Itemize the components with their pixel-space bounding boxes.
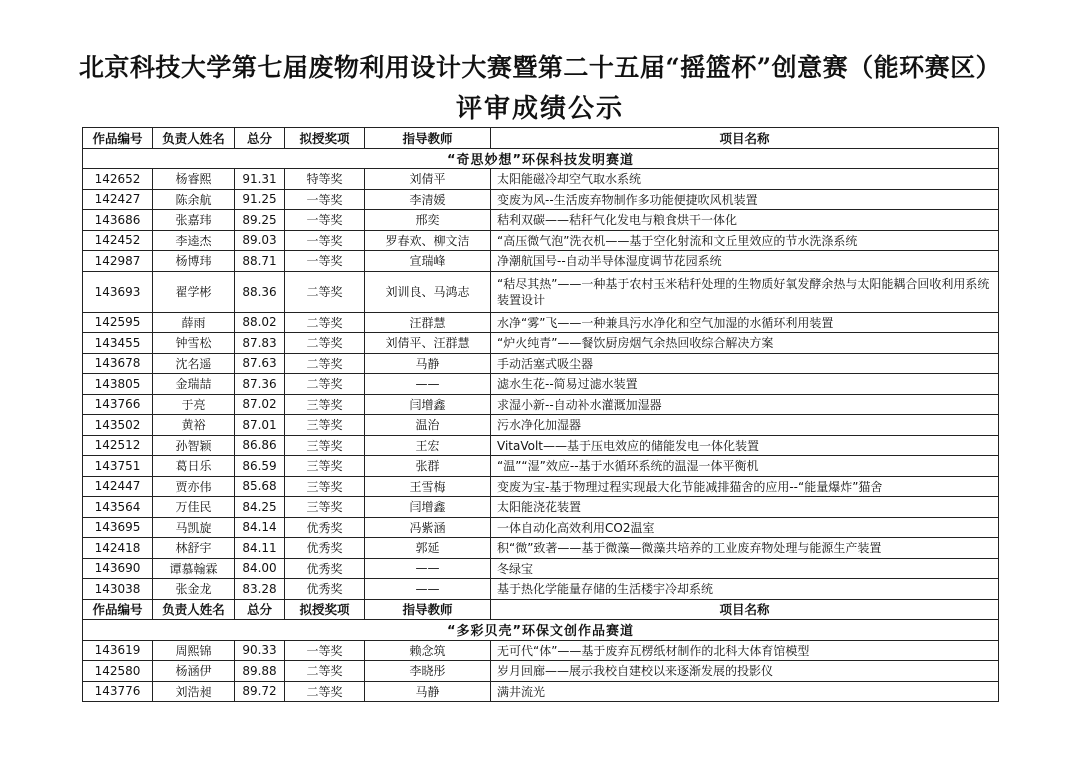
cell-advisor: —— xyxy=(365,374,491,395)
table-row xyxy=(83,374,999,395)
table-row xyxy=(83,333,999,354)
cell-score: 83.28 xyxy=(235,579,285,600)
cell-advisor: 郭延 xyxy=(365,538,491,559)
cell-advisor: 温治 xyxy=(365,415,491,436)
cell-id: 142512 xyxy=(83,435,153,456)
cell-award: 一等奖 xyxy=(285,251,365,272)
cell-advisor: 李清媛 xyxy=(365,189,491,210)
cell-leader: 杨博玮 xyxy=(153,251,235,272)
cell-project: 一体自动化高效利用CO2温室 xyxy=(491,517,999,538)
cell-id: 143805 xyxy=(83,374,153,395)
table-row xyxy=(83,640,999,661)
cell-advisor: 冯紫涵 xyxy=(365,517,491,538)
cell-leader: 金瑞喆 xyxy=(153,374,235,395)
cell-score: 89.72 xyxy=(235,681,285,702)
cell-project: 岁月回廊——展示我校自建校以来逐渐发展的投影仪 xyxy=(491,661,999,682)
cell-leader: 沈名遥 xyxy=(153,353,235,374)
column-header: 项目名称 xyxy=(491,599,999,620)
cell-award: 特等奖 xyxy=(285,169,365,190)
cell-score: 88.36 xyxy=(235,271,285,312)
table-row xyxy=(83,517,999,538)
cell-project: 太阳能磁冷却空气取水系统 xyxy=(491,169,999,190)
cell-project: 净潮航国号--自动半导体湿度调节花园系统 xyxy=(491,251,999,272)
cell-leader: 万佳民 xyxy=(153,497,235,518)
cell-score: 89.03 xyxy=(235,230,285,251)
cell-id: 143686 xyxy=(83,210,153,231)
cell-project: 变废为宝-基于物理过程实现最大化节能减排猫舍的应用--“能量爆炸”猫舍 xyxy=(491,476,999,497)
cell-score: 84.14 xyxy=(235,517,285,538)
cell-score: 87.02 xyxy=(235,394,285,415)
cell-score: 87.01 xyxy=(235,415,285,436)
results-table xyxy=(82,127,999,702)
table-row xyxy=(83,210,999,231)
column-header: 作品编号 xyxy=(83,128,153,149)
cell-score: 84.25 xyxy=(235,497,285,518)
cell-advisor: 罗春欢、柳文洁 xyxy=(365,230,491,251)
cell-score: 87.83 xyxy=(235,333,285,354)
cell-leader: 黄裕 xyxy=(153,415,235,436)
cell-project: 积“微”致著——基于微藻—微藻共培养的工业废弃物处理与能源生产装置 xyxy=(491,538,999,559)
cell-score: 86.59 xyxy=(235,456,285,477)
cell-leader: 于亮 xyxy=(153,394,235,415)
cell-id: 143038 xyxy=(83,579,153,600)
table-row xyxy=(83,251,999,272)
table-row xyxy=(83,538,999,559)
cell-award: 三等奖 xyxy=(285,394,365,415)
cell-award: 二等奖 xyxy=(285,374,365,395)
cell-id: 143564 xyxy=(83,497,153,518)
cell-advisor: 闫增鑫 xyxy=(365,394,491,415)
column-header: 拟授奖项 xyxy=(285,128,365,149)
cell-score: 88.02 xyxy=(235,312,285,333)
cell-leader: 钟雪松 xyxy=(153,333,235,354)
cell-leader: 贾亦伟 xyxy=(153,476,235,497)
cell-score: 91.31 xyxy=(235,169,285,190)
cell-award: 三等奖 xyxy=(285,456,365,477)
cell-project: 手动活塞式吸尘器 xyxy=(491,353,999,374)
table-header-row xyxy=(83,128,999,149)
cell-id: 142447 xyxy=(83,476,153,497)
cell-id: 142452 xyxy=(83,230,153,251)
cell-project: 基于热化学能量存储的生活楼宇冷却系统 xyxy=(491,579,999,600)
cell-project: 污水净化加湿器 xyxy=(491,415,999,436)
cell-id: 143502 xyxy=(83,415,153,436)
table-row xyxy=(83,661,999,682)
cell-advisor: 马静 xyxy=(365,681,491,702)
cell-score: 87.63 xyxy=(235,353,285,374)
cell-id: 142427 xyxy=(83,189,153,210)
cell-award: 三等奖 xyxy=(285,476,365,497)
cell-leader: 葛日乐 xyxy=(153,456,235,477)
cell-project: 太阳能浇花装置 xyxy=(491,497,999,518)
cell-id: 143751 xyxy=(83,456,153,477)
column-header: 负责人姓名 xyxy=(153,599,235,620)
cell-award: 优秀奖 xyxy=(285,538,365,559)
cell-award: 二等奖 xyxy=(285,681,365,702)
column-header: 指导教师 xyxy=(365,599,491,620)
cell-leader: 马凯旋 xyxy=(153,517,235,538)
column-header: 总分 xyxy=(235,599,285,620)
cell-project: 冬绿宝 xyxy=(491,558,999,579)
table-row xyxy=(83,415,999,436)
cell-project: “秸尽其热”——一种基于农村玉米秸秆处理的生物质好氧发酵余热与太阳能耦合回收利用系统装置设计 xyxy=(491,271,999,312)
cell-id: 143693 xyxy=(83,271,153,312)
document-title: 北京科技大学第七届废物利用设计大赛暨第二十五届“摇篮杯”创意赛（能环赛区） xyxy=(78,53,1002,82)
cell-advisor: —— xyxy=(365,558,491,579)
cell-advisor: 闫增鑫 xyxy=(365,497,491,518)
cell-project: 无可代“体”——基于废弃瓦楞纸材制作的北科大体育馆模型 xyxy=(491,640,999,661)
cell-advisor: —— xyxy=(365,579,491,600)
table-row xyxy=(83,394,999,415)
cell-leader: 翟学彬 xyxy=(153,271,235,312)
cell-award: 一等奖 xyxy=(285,640,365,661)
column-header: 总分 xyxy=(235,128,285,149)
column-header: 拟授奖项 xyxy=(285,599,365,620)
cell-advisor: 邢奕 xyxy=(365,210,491,231)
cell-award: 二等奖 xyxy=(285,333,365,354)
cell-award: 优秀奖 xyxy=(285,517,365,538)
table-row xyxy=(83,312,999,333)
table-row xyxy=(83,189,999,210)
cell-id: 142418 xyxy=(83,538,153,559)
cell-award: 二等奖 xyxy=(285,271,365,312)
cell-leader: 周熙锦 xyxy=(153,640,235,661)
cell-id: 142652 xyxy=(83,169,153,190)
cell-leader: 薛雨 xyxy=(153,312,235,333)
cell-project: 求湿小新--自动补水灌溉加湿器 xyxy=(491,394,999,415)
cell-project: “高压微气泡”洗衣机——基于空化射流和文丘里效应的节水洗涤系统 xyxy=(491,230,999,251)
cell-award: 三等奖 xyxy=(285,497,365,518)
table-row xyxy=(83,169,999,190)
cell-award: 优秀奖 xyxy=(285,579,365,600)
cell-id: 143455 xyxy=(83,333,153,354)
cell-project: 水净“雾”飞——一种兼具污水净化和空气加湿的水循环利用装置 xyxy=(491,312,999,333)
cell-award: 二等奖 xyxy=(285,312,365,333)
cell-score: 85.68 xyxy=(235,476,285,497)
cell-id: 142595 xyxy=(83,312,153,333)
cell-advisor: 李晓彤 xyxy=(365,661,491,682)
cell-advisor: 王宏 xyxy=(365,435,491,456)
column-header: 指导教师 xyxy=(365,128,491,149)
cell-award: 二等奖 xyxy=(285,353,365,374)
table-row xyxy=(83,497,999,518)
table-row xyxy=(83,353,999,374)
cell-advisor: 张群 xyxy=(365,456,491,477)
cell-award: 三等奖 xyxy=(285,435,365,456)
cell-award: 一等奖 xyxy=(285,189,365,210)
table-row xyxy=(83,579,999,600)
cell-leader: 谭慕翰霖 xyxy=(153,558,235,579)
cell-score: 91.25 xyxy=(235,189,285,210)
table-row xyxy=(83,476,999,497)
cell-project: VitaVolt——基于压电效应的储能发电一体化装置 xyxy=(491,435,999,456)
cell-advisor: 宣瑞峰 xyxy=(365,251,491,272)
cell-score: 89.25 xyxy=(235,210,285,231)
column-header: 项目名称 xyxy=(491,128,999,149)
section-title: “多彩贝壳”环保文创作品赛道 xyxy=(83,620,999,641)
table-row xyxy=(83,681,999,702)
cell-project: 秸利双碳——秸秆气化发电与粮食烘干一体化 xyxy=(491,210,999,231)
table-row xyxy=(83,230,999,251)
cell-id: 143766 xyxy=(83,394,153,415)
cell-project: 满井流光 xyxy=(491,681,999,702)
cell-project: “炉火纯青”——餐饮厨房烟气余热回收综合解决方案 xyxy=(491,333,999,354)
cell-leader: 杨涵伊 xyxy=(153,661,235,682)
cell-score: 86.86 xyxy=(235,435,285,456)
cell-advisor: 汪群慧 xyxy=(365,312,491,333)
cell-advisor: 刘倩平 xyxy=(365,169,491,190)
cell-score: 87.36 xyxy=(235,374,285,395)
cell-project: “温”“湿”效应--基于水循环系统的温湿一体平衡机 xyxy=(491,456,999,477)
cell-id: 143619 xyxy=(83,640,153,661)
cell-leader: 孙智颖 xyxy=(153,435,235,456)
cell-score: 84.00 xyxy=(235,558,285,579)
cell-id: 143690 xyxy=(83,558,153,579)
cell-id: 143776 xyxy=(83,681,153,702)
column-header: 负责人姓名 xyxy=(153,128,235,149)
cell-award: 三等奖 xyxy=(285,415,365,436)
section-title: “奇思妙想”环保科技发明赛道 xyxy=(83,148,999,169)
cell-score: 88.71 xyxy=(235,251,285,272)
cell-score: 84.11 xyxy=(235,538,285,559)
table-row xyxy=(83,558,999,579)
column-header: 作品编号 xyxy=(83,599,153,620)
cell-award: 一等奖 xyxy=(285,210,365,231)
cell-leader: 李逵杰 xyxy=(153,230,235,251)
cell-award: 优秀奖 xyxy=(285,558,365,579)
table-row xyxy=(83,271,999,312)
cell-leader: 杨睿熙 xyxy=(153,169,235,190)
section-row xyxy=(83,148,999,169)
cell-id: 142987 xyxy=(83,251,153,272)
cell-advisor: 王雪梅 xyxy=(365,476,491,497)
cell-project: 滤水生花--简易过滤水装置 xyxy=(491,374,999,395)
cell-score: 89.88 xyxy=(235,661,285,682)
cell-leader: 刘浩昶 xyxy=(153,681,235,702)
cell-advisor: 赖念筑 xyxy=(365,640,491,661)
cell-score: 90.33 xyxy=(235,640,285,661)
document-subtitle: 评审成绩公示 xyxy=(455,94,624,124)
cell-advisor: 刘倩平、汪群慧 xyxy=(365,333,491,354)
cell-id: 142580 xyxy=(83,661,153,682)
cell-leader: 张嘉玮 xyxy=(153,210,235,231)
table-row xyxy=(83,456,999,477)
cell-award: 二等奖 xyxy=(285,661,365,682)
cell-leader: 林舒宇 xyxy=(153,538,235,559)
cell-id: 143678 xyxy=(83,353,153,374)
cell-advisor: 刘训良、马鸿志 xyxy=(365,271,491,312)
cell-id: 143695 xyxy=(83,517,153,538)
cell-leader: 张金龙 xyxy=(153,579,235,600)
table-header-row xyxy=(83,599,999,620)
table-row xyxy=(83,435,999,456)
cell-leader: 陈余航 xyxy=(153,189,235,210)
section-row xyxy=(83,620,999,641)
cell-project: 变废为风--生活废弃物制作多功能便捷吹风机装置 xyxy=(491,189,999,210)
cell-award: 一等奖 xyxy=(285,230,365,251)
cell-advisor: 马静 xyxy=(365,353,491,374)
